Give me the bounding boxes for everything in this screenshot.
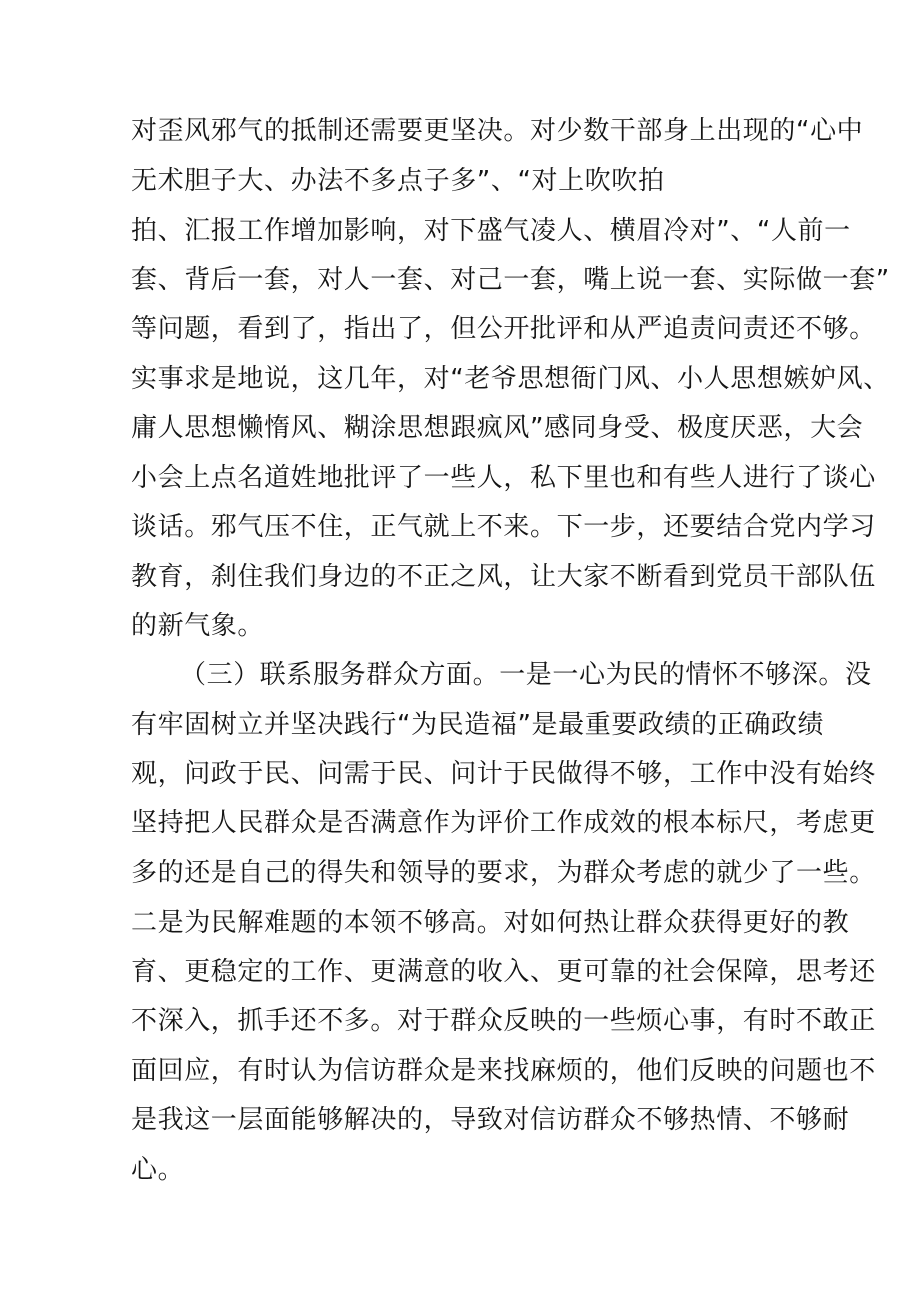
text-line: 实事求是地说，这几年，对“老爷思想衙门风、小人思想嫉妒风、 xyxy=(131,364,890,394)
text-line: 不深入，抓手还不多。对于群众反映的一些烦心事，有时不敢正 xyxy=(131,1006,876,1036)
text-line: 小会上点名道姓地批评了一些人，私下里也和有些人进行了谈心 xyxy=(131,463,876,493)
text-line: 拍、汇报工作增加影响，对下盛气凌人、横眉冷对”、“人前一 xyxy=(131,216,851,246)
text-line: 庸人思想懒惰风、糊涂思想跟疯风”感同身受、极度厌恶，大会 xyxy=(131,413,864,443)
section-heading-line: （三）联系服务群众方面。一是一心为民的情怀不够深。没 xyxy=(180,660,872,690)
text-line: 面回应，有时认为信访群众是来找麻烦的，他们反映的问题也不 xyxy=(131,1056,876,1086)
text-line: 有牢固树立并坚决践行“为民造福”是最重要政绩的正确政绩 xyxy=(131,710,825,740)
text-line: 无术胆子大、办法不多点子多”、“对上吹吹拍 xyxy=(131,166,665,196)
text-line: 坚持把人民群众是否满意作为评价工作成效的根本标尺，考虑更 xyxy=(131,808,876,838)
text-line: 套、背后一套，对人一套、对己一套，嘴上说一套、实际做一套” xyxy=(131,265,890,295)
text-line: 谈话。邪气压不住，正气就上不来。下一步，还要结合党内学习 xyxy=(131,512,876,542)
text-line: 对歪风邪气的抵制还需要更坚决。对少数干部身上出现的“心中 xyxy=(131,116,864,146)
text-line: 心。 xyxy=(131,1155,185,1185)
text-line: 二是为民解难题的本领不够高。对如何热让群众获得更好的教 xyxy=(131,908,850,938)
text-line: 的新气象。 xyxy=(131,611,265,641)
text-line: 观，问政于民、问需于民、问计于民做得不够，工作中没有始终 xyxy=(131,759,876,789)
text-line: 等问题，看到了，指出了，但公开批评和从严追责问责还不够。 xyxy=(131,314,876,344)
text-line: 育、更稳定的工作、更满意的收入、更可靠的社会保障，思考还 xyxy=(131,957,876,987)
text-line: 多的还是自己的得失和领导的要求，为群众考虑的就少了一些。 xyxy=(131,858,876,888)
text-line: 教育，刹住我们身边的不正之风，让大家不断看到党员干部队伍 xyxy=(131,562,876,592)
text-line: 是我这一层面能够解决的，导致对信访群众不够热情、不够耐 xyxy=(131,1105,850,1135)
